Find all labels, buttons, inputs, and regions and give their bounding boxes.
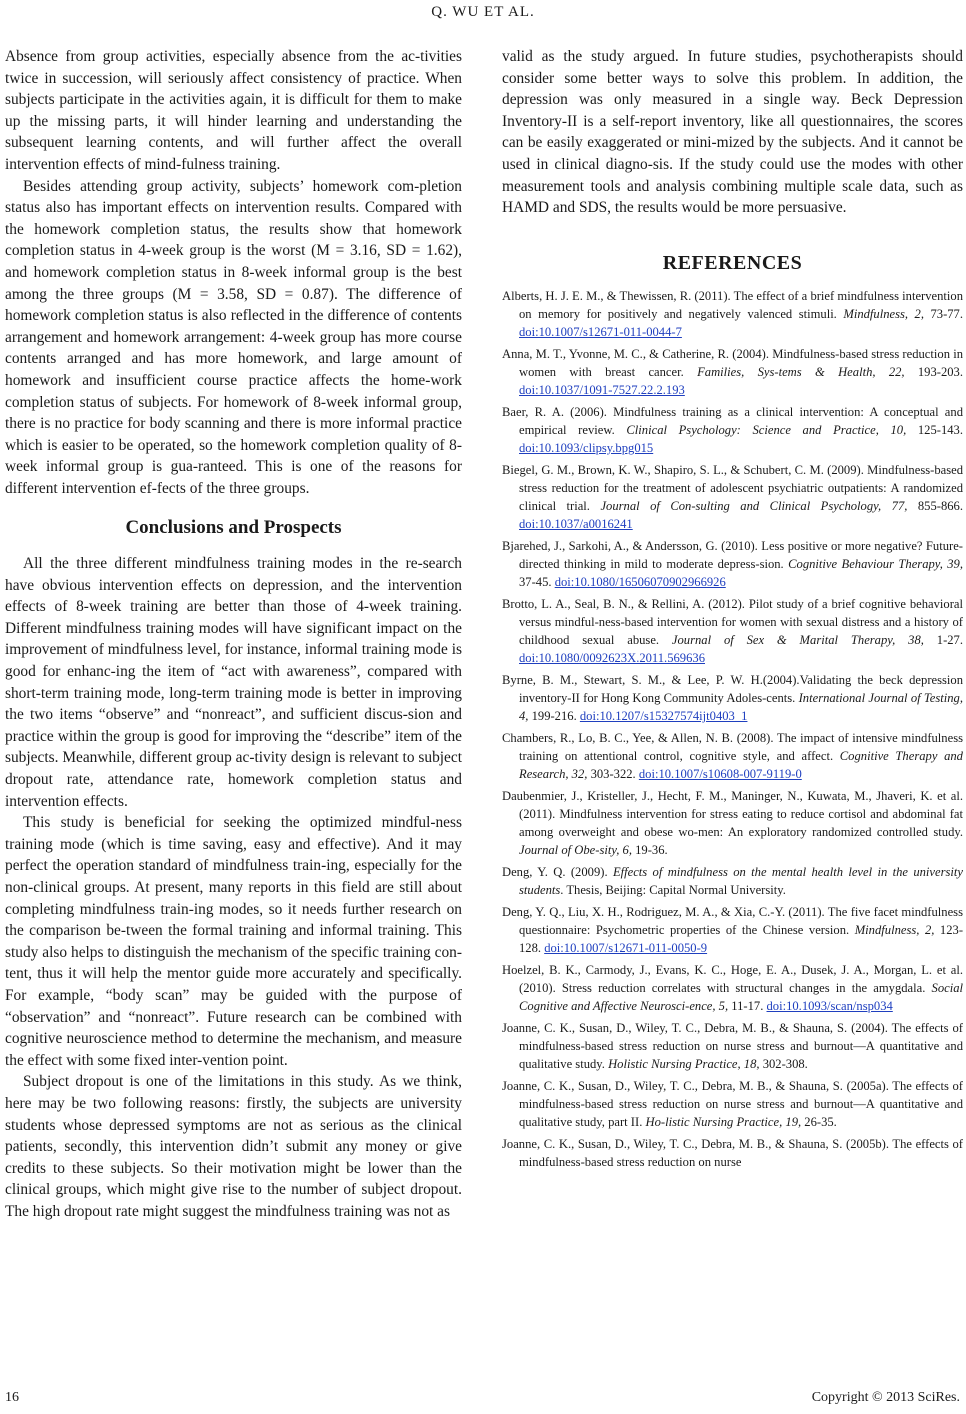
section-heading: Conclusions and Prospects (125, 517, 342, 539)
reference-entry: Anna, M. T., Yvonne, M. C., & Catherine, R. (2004). Mindfulness-based stress reduction in women with breast cancer. Families, Sys-tems & Health, 22, 193-203. doi:10.1037/1091-7527.22.2.193 (502, 347, 963, 398)
reference-entry: Brotto, L. A., Seal, B. N., & Rellini, A. (2012). Pilot study of a brief cognitive behavioral versus mindful-ness-based intervention for women with sexual distress and a history of childhood sexual abuse. Journal of Sex & Marital Therapy, 38, 1-27. doi:10.1080/0092623X.2011.569636 (502, 597, 964, 666)
reference-entry: Deng, Y. Q. (2009). Effects of mindfulness on the mental health level in the university students. Thesis, Beijing: Capital Normal University. (502, 865, 963, 898)
body-paragraph: Besides attending group activity, subjects’ homework com-pletion status also has important effects on intervention results. Compared with the homework completion status, the results show that homework completion status in 4-week group is the worst (M = 3.16, SD = 1.62), and homework completion status in 8-week informal group is the best among the three groups (M = 3.58, SD = 0.87). The difference of homework completion status is also reflected in the difference of contents arrangement and homework arrangement: 4-week group has more course contents arranged and has more homework, and large amount of homework and insufficient course practice affects the home-work completion status of subjects. For homework of 8-week informal group, there is no practice for body scanning and there is more informal practice which is easier to be operated, so the homework completion quality of 8-week informal group is gua-ranteed. This is one of the reasons for different intervention ef-fects of the three groups. (5, 177, 462, 497)
body-paragraph: This study is beneficial for seeking the optimized mindful-ness training mode (which is time saving, easy and effective). And it may perfect the operation standard of mindfulness train-ing, especially for the non-clinical groups. At present, many reports in this field are still about completing mindfulness train-ing modes, so it needs further research on the comparison be-tween the formal training and informal training. This study also helps to distinguish the mechanism of the specific training con-tent, thus it will help the mentor guide more accurately and specifically. For example, “body scan” may be guided with the purpose of “observation” and “nonreact”. Future research can be combined with cognitive neuroscience method to determine the mechanism, and measure the effect with some fixed inter-vention point. (5, 814, 462, 1069)
reference-entry: Daubenmier, J., Kristeller, J., Hecht, F. M., Maninger, N., Kuwata, M., Jhaveri, K. et al. (2011). Mindfulness intervention for stress eating to reduce cortisol and abdominal fat among overweight and obese wo-men: An exploratory randomized controlled study. Journal of Obe-sity, 6, 19-36. (502, 789, 963, 857)
doi-link[interactable]: doi:10.1007/s12671-011-0050-9 (544, 941, 708, 956)
doi-link[interactable]: doi:10.1207/s15327574ijt0403_1 (579, 709, 748, 724)
reference-entry: Biegel, G. M., Brown, K. W., Shapiro, S. L., & Schubert, C. M. (2009). Mindfulness-based stress reduction for the treatment of adolescent psychiatric outpatients: A randomized clinical trial. Journal of Con-sulting and Clinical Psychology, 77, 855-866. doi:10.1037/a0016241 (502, 463, 963, 532)
body-paragraph: All the three different mindfulness training modes in the re-search have obvious intervention effects on depression, and the intervention effects of 8-week training are better than those of 4-week training. Different mindfulness training modes will have significant impact on the improvement of mindfulness level, for instance, informal training mode is good for enhanc-ing the item of “act with awareness”, compared with short-term training mode, long-term training mode is better in improving the two items “observe” and “nonreact”, and sufficient discus-sion and practice within the group is good for improving the “describe” item of the subjects. Meanwhile, different group ac-tivity design is relevant to subject dropout rate, attendance rate, homework completion status and intervention effects. (5, 555, 462, 810)
reference-entry: Deng, Y. Q., Liu, X. H., Rodriguez, M. A., & Xia, C.-Y. (2011). The five facet mindfulness questionnaire: Psychometric properties of the Chinese version. Mindfulness, 2, 123-128. doi:10.1007/s12671-011-0050-9 (502, 905, 964, 956)
reference-entry: Byrne, B. M., Stewart, S. M., & Lee, P. W. H.(2004).Validating the beck depression inventory-II for Hong Kong Community Adoles-cents. International Journal of Testing, 4, 199-216. doi:10.1207/s15327574ijt0403_1 (502, 673, 963, 724)
doi-link[interactable]: doi:10.1007/s10608-007-9119-0 (638, 767, 802, 782)
doi-link[interactable]: doi:10.1080/16506070902966926 (554, 575, 726, 590)
body-paragraph: valid as the study argued. In future studies, psychotherapists should consider some better ways to solve this problem. In addition, the depression was only measured in a single way. Beck Depression Inventory-II is a self-report inventory, like all questionnaires, the scores can be easily exaggerated or mini-mized by the subjects. And it cannot be used in clinical diagno-sis. If the study could use the modes with other measurement tools and analysis combining multiple scale data, such as HAMD and SDS, the results would be more persuasive. (502, 48, 963, 217)
reference-list (502, 288, 963, 1172)
doi-link[interactable]: doi:10.1093/clipsy.bpg015 (519, 441, 654, 456)
reference-entry: Joanne, C. K., Susan, D., Wiley, T. C., Debra, M. B., & Shauna, S. (2005b). The effects of mindfulness-based stress reduction on nurse (502, 1137, 963, 1170)
reference-entry: Baer, R. A. (2006). Mindfulness training as a clinical intervention: A conceptual and empirical review. Clinical Psychology: Science and Practice, 10, 125-143. doi:10.1093/clipsy.bpg015 (502, 405, 963, 456)
doi-link[interactable]: doi:10.1080/0092623X.2011.569636 (519, 651, 705, 666)
page-number: 16 (5, 1390, 19, 1405)
reference-entry: Joanne, C. K., Susan, D., Wiley, T. C., Debra, M. B., & Shauna, S. (2005a). The effects of mindfulness-based stress reduction on nurse stress and burnout—A quantitative and qualitative study, part II. Ho-listic Nursing Practice, 19, 26-35. (502, 1079, 963, 1130)
doi-link[interactable]: doi:10.1037/1091-7527.22.2.193 (519, 383, 685, 398)
reference-entry: Joanne, C. K., Susan, D., Wiley, T. C., Debra, M. B., & Shauna, S. (2004). The effects of mindfulness-based stress reduction on nurse stress and burnout—A quantitative and qualitative study. Holistic Nursing Practice, 18, 302-308. (502, 1021, 963, 1072)
reference-entry: Hoelzel, B. K., Carmody, J., Evans, K. C., Hoge, E. A., Dusek, J. A., Morgan, L. et al. (2010). Stress reduction correlates with structural changes in the amygdala. Social Cognitive and Affective Neurosci-ence, 5, 11-17. doi:10.1093/scan/nsp034 (502, 963, 963, 1014)
body-paragraph: Absence from group activities, especially absence from the ac-tivities twice in succession, will seriously affect consistency of practice. When subjects participate in the activities again, it is difficult for them to make up the missing parts, it will hinder learning and understanding the subsequent learning contents, and will further affect the overall intervention effects of mind-fulness training. (5, 48, 462, 173)
body-paragraph: Subject dropout is one of the limitations in this study. As we think, here may be two following reasons: firstly, the subjects are university students whose depressed symptoms are not as serious as the clinical patients, secondly, this intervention didn’t submit any money or give credits to these subjects. So their motivation might be lower than the clinical groups, which might give rise to the number of subject dropout. The high dropout rate might suggest the mindfulness training was not as (5, 1073, 462, 1220)
copyright-notice: Copyright © 2013 SciRes. (811, 1390, 960, 1405)
right-column (502, 46, 963, 1176)
references-heading: REFERENCES (662, 251, 803, 274)
reference-entry: Bjarehed, J., Sarkohi, A., & Andersson, G. (2010). Less positive or more negative? Future-directed thinking in mild to moderate depress-sion. Cognitive Behaviour Therapy, 39, 37-45. doi:10.1080/16506070902966926 (502, 539, 964, 590)
running-head: Q. WU ET AL. (431, 4, 535, 20)
reference-entry: Alberts, H. J. E. M., & Thewissen, R. (2011). The effect of a brief mindfulness intervention on memory for positively and negatively valenced stimuli. Mindfulness, 2, 73-77. doi:10.1007/s12671-011-0044-7 (502, 289, 963, 340)
reference-entry: Chambers, R., Lo, B. C., Yee, & Allen, N. B. (2008). The impact of intensive mindfulness training on attentional control, cognitive style, and affect. Cognitive Therapy and Research, 32, 303-322. doi:10.1007/s10608-007-9119-0 (502, 731, 963, 782)
doi-link[interactable]: doi:10.1093/scan/nsp034 (766, 999, 893, 1014)
doi-link[interactable]: doi:10.1037/a0016241 (519, 517, 633, 532)
doi-link[interactable]: doi:10.1007/s12671-011-0044-7 (519, 325, 682, 340)
left-column (5, 46, 462, 1222)
